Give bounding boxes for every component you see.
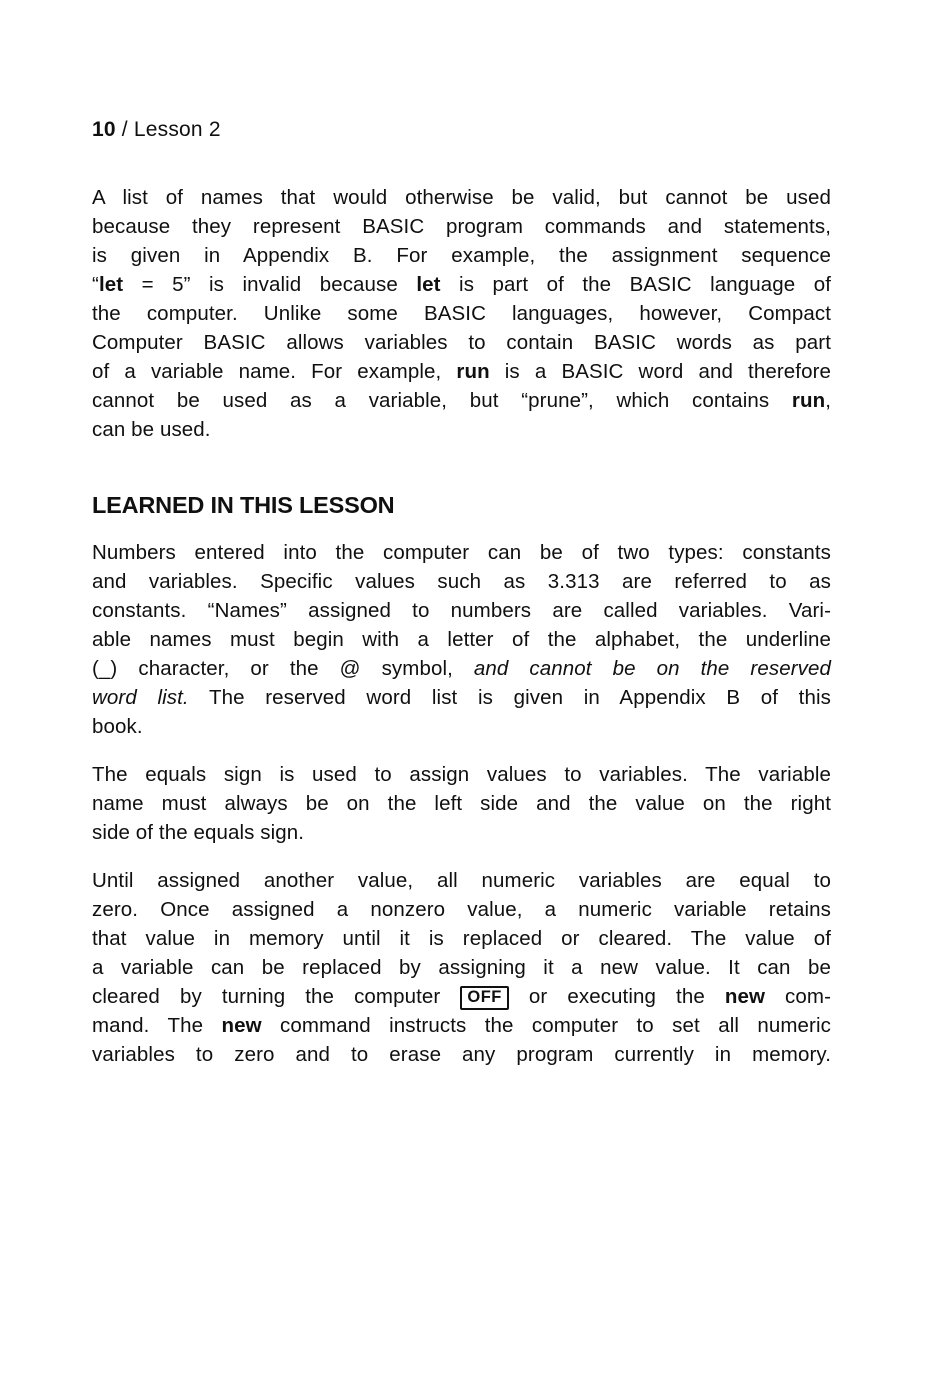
- body-paragraph: [92, 183, 831, 444]
- text-line: [92, 1011, 831, 1040]
- text-segment: mand. The: [92, 1014, 222, 1037]
- text-line: [92, 328, 831, 357]
- text-line: [92, 415, 831, 444]
- text-line: [92, 924, 831, 953]
- page-header: [92, 118, 831, 142]
- text-segment: Numbers entered into the computer can be of two types: constants: [92, 541, 831, 564]
- text-line: [92, 625, 831, 654]
- text-segment: able names must begin with a letter of the alphabet, the underline: [92, 628, 831, 651]
- text-segment: the computer. Unlike some BASIC languages, however, Compact: [92, 302, 831, 325]
- text-line: [92, 789, 831, 818]
- text-line: [92, 866, 831, 895]
- text-line: [92, 212, 831, 241]
- text-line: [92, 654, 831, 683]
- text-line: [92, 567, 831, 596]
- text-segment: because they represent BASIC program commands and statements,: [92, 215, 831, 238]
- text-line: [92, 953, 831, 982]
- text-segment: = 5” is invalid because: [123, 273, 417, 296]
- text-segment: word list.: [92, 686, 189, 709]
- text-segment: let: [416, 273, 441, 296]
- text-segment: let: [98, 273, 124, 296]
- lesson-label: Lesson 2: [133, 118, 221, 141]
- page-content: [92, 183, 831, 1069]
- text-segment: new: [724, 985, 766, 1008]
- text-segment: “: [92, 273, 99, 296]
- text-line: [92, 299, 831, 328]
- text-line: [92, 386, 831, 415]
- text-segment: or executing the: [508, 985, 725, 1008]
- body-paragraph: [92, 538, 831, 741]
- text-segment: cannot be used as a variable, but “prune”, which contains: [92, 389, 792, 412]
- text-line: [92, 596, 831, 625]
- text-segment: A list of names that would otherwise be valid, but cannot be used: [92, 186, 831, 209]
- text-line: [92, 760, 831, 789]
- text-segment: is given in Appendix B. For example, the assignment sequence: [92, 244, 831, 267]
- body-paragraph: [92, 760, 831, 847]
- header-separator: /: [115, 118, 134, 141]
- text-segment: Until assigned another value, all numeric variables are equal to: [92, 869, 831, 892]
- text-segment: of a variable name. For example,: [92, 360, 457, 383]
- text-segment: run: [791, 389, 826, 412]
- text-segment: ,: [825, 389, 831, 412]
- text-segment: that value in memory until it is replaced or cleared. The value of: [92, 927, 831, 950]
- page-number: 10: [92, 118, 116, 141]
- body-paragraph: [92, 866, 831, 1069]
- text-segment: The equals sign is used to assign values to variables. The variable: [92, 763, 831, 786]
- text-line: [92, 982, 831, 1011]
- text-line: [92, 895, 831, 924]
- text-segment: cleared by turning the computer: [92, 985, 461, 1008]
- text-segment: side of the equals sign.: [92, 821, 305, 844]
- text-segment: name must always be on the left side and the value on the right: [92, 792, 831, 815]
- text-segment: and cannot be on the reserved: [473, 657, 831, 680]
- text-line: [92, 270, 831, 299]
- text-segment: zero. Once assigned a nonzero value, a numeric variable retains: [92, 898, 831, 921]
- text-line: [92, 818, 831, 847]
- text-segment: run: [456, 360, 490, 383]
- text-segment: is part of the BASIC language of: [440, 273, 831, 296]
- section-heading: LEARNED IN THIS LESSON: [92, 492, 395, 518]
- off-key-indicator: OFF: [460, 986, 509, 1010]
- text-line: [92, 712, 831, 741]
- text-segment: new: [221, 1014, 262, 1037]
- text-line: [92, 357, 831, 386]
- text-segment: can be used.: [92, 418, 211, 441]
- text-segment: variables to zero and to erase any program currently in memory.: [92, 1043, 831, 1066]
- text-segment: and variables. Specific values such as 3.313 are referred to as: [92, 570, 831, 593]
- text-segment: is a BASIC word and therefore: [489, 360, 831, 383]
- text-line: [92, 1040, 831, 1069]
- text-segment: a variable can be replaced by assigning it a new value. It can be: [92, 956, 831, 979]
- text-line: [92, 241, 831, 270]
- text-line: [92, 183, 831, 212]
- text-segment: The reserved word list is given in Appendix B of this: [188, 686, 831, 709]
- text-line: [92, 683, 831, 712]
- text-segment: Computer BASIC allows variables to contain BASIC words as part: [92, 331, 831, 354]
- text-line: [92, 538, 831, 567]
- text-segment: com-: [765, 985, 831, 1008]
- text-segment: command instructs the computer to set all numeric: [261, 1014, 831, 1037]
- text-segment: constants. “Names” assigned to numbers are called variables. Vari-: [92, 599, 831, 622]
- text-segment: book.: [92, 715, 143, 738]
- text-segment: (_) character, or the @ symbol,: [92, 657, 474, 680]
